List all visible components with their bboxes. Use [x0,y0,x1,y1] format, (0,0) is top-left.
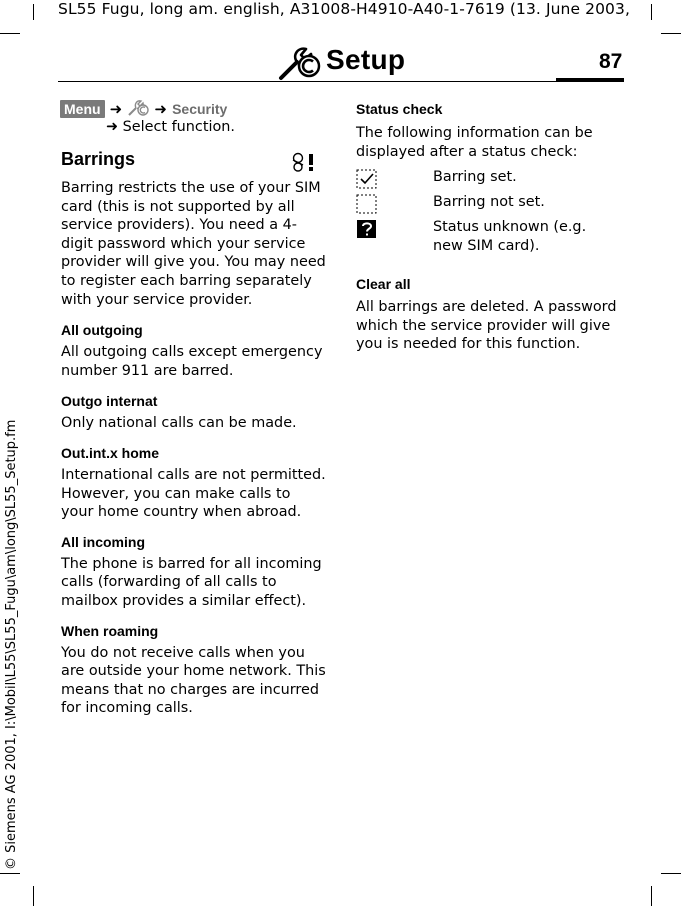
status-item-text: Barring not set. [433,194,545,211]
crop-mark [651,4,652,20]
section-text: The phone is barred for all incoming calls (forwarding of all calls to mailbox provides a similar effect). [61,555,322,609]
select-function: ➜ Select function. [106,119,235,135]
section-title: All outgoing [61,322,143,339]
arrow-icon: ➜ [109,100,123,118]
checkbox-checked-icon [356,169,378,193]
network-dependent-icon [290,152,318,172]
clear-all-text: All barrings are deleted. A password which the service provider will give you is needed for this function. [356,299,617,353]
status-item [356,193,622,215]
crop-mark [651,886,652,906]
crop-mark [0,873,20,874]
section-text: Only national calls can be made. [61,415,297,432]
crop-mark [33,4,34,20]
barrings-intro: Barring restricts the use of your SIM card (this is not supported by all service providers). You need a 4-digit password which your service provider will give you. You may need to register each barring separately with your service provider. [61,180,326,308]
barrings-heading: Barrings [61,149,136,169]
section-text: You do not receive calls when you are outside your home network. This means that no charges are incurred for incoming calls. [61,644,326,717]
section-title: When roaming [61,622,159,639]
section-text: All outgoing calls except emergency number 911 are barred. [61,344,323,379]
left-column [61,179,327,718]
status-item-text: Status unknown (e.g. new SIM card). [433,219,587,254]
right-column [356,100,622,354]
crop-mark [661,873,681,874]
section-title: All incoming [61,533,145,550]
arrow-icon: ➜ [154,100,167,118]
security-label: Security [172,101,228,117]
checkbox-empty-icon [356,194,378,218]
clear-all-title: Clear all [356,276,411,293]
page-number-rule [556,78,624,81]
section-title: Outgo internat [61,393,158,410]
question-box-icon [356,219,378,243]
status-check-intro: The following information can be displayed after a status check: [356,125,593,160]
running-title: SL55 Fugu, long am. english, A31008-H4910-A40-1-7619 (13. June 2003, [58,0,631,18]
menu-key: Menu [60,100,105,118]
status-item [356,218,622,258]
crop-mark [33,886,34,906]
side-file-path: © Siemens AG 2001, I:\Mobil\L55\SL55_Fugu\am\long\SL55_Setup.fm [4,419,19,870]
title-rule [58,81,624,82]
status-check-title: Status check [356,101,443,117]
crop-mark [661,33,681,34]
section-text: International calls are not permitted. However, you can make calls to your home country when abroad. [61,466,326,521]
page-number: 87 [599,50,623,73]
section-title: Out.int.x home [61,444,159,461]
setup-icon [278,45,322,81]
status-item [356,168,622,190]
crop-mark [0,33,20,34]
page-title: Setup [326,44,406,75]
status-item-text: Barring set. [433,169,517,186]
